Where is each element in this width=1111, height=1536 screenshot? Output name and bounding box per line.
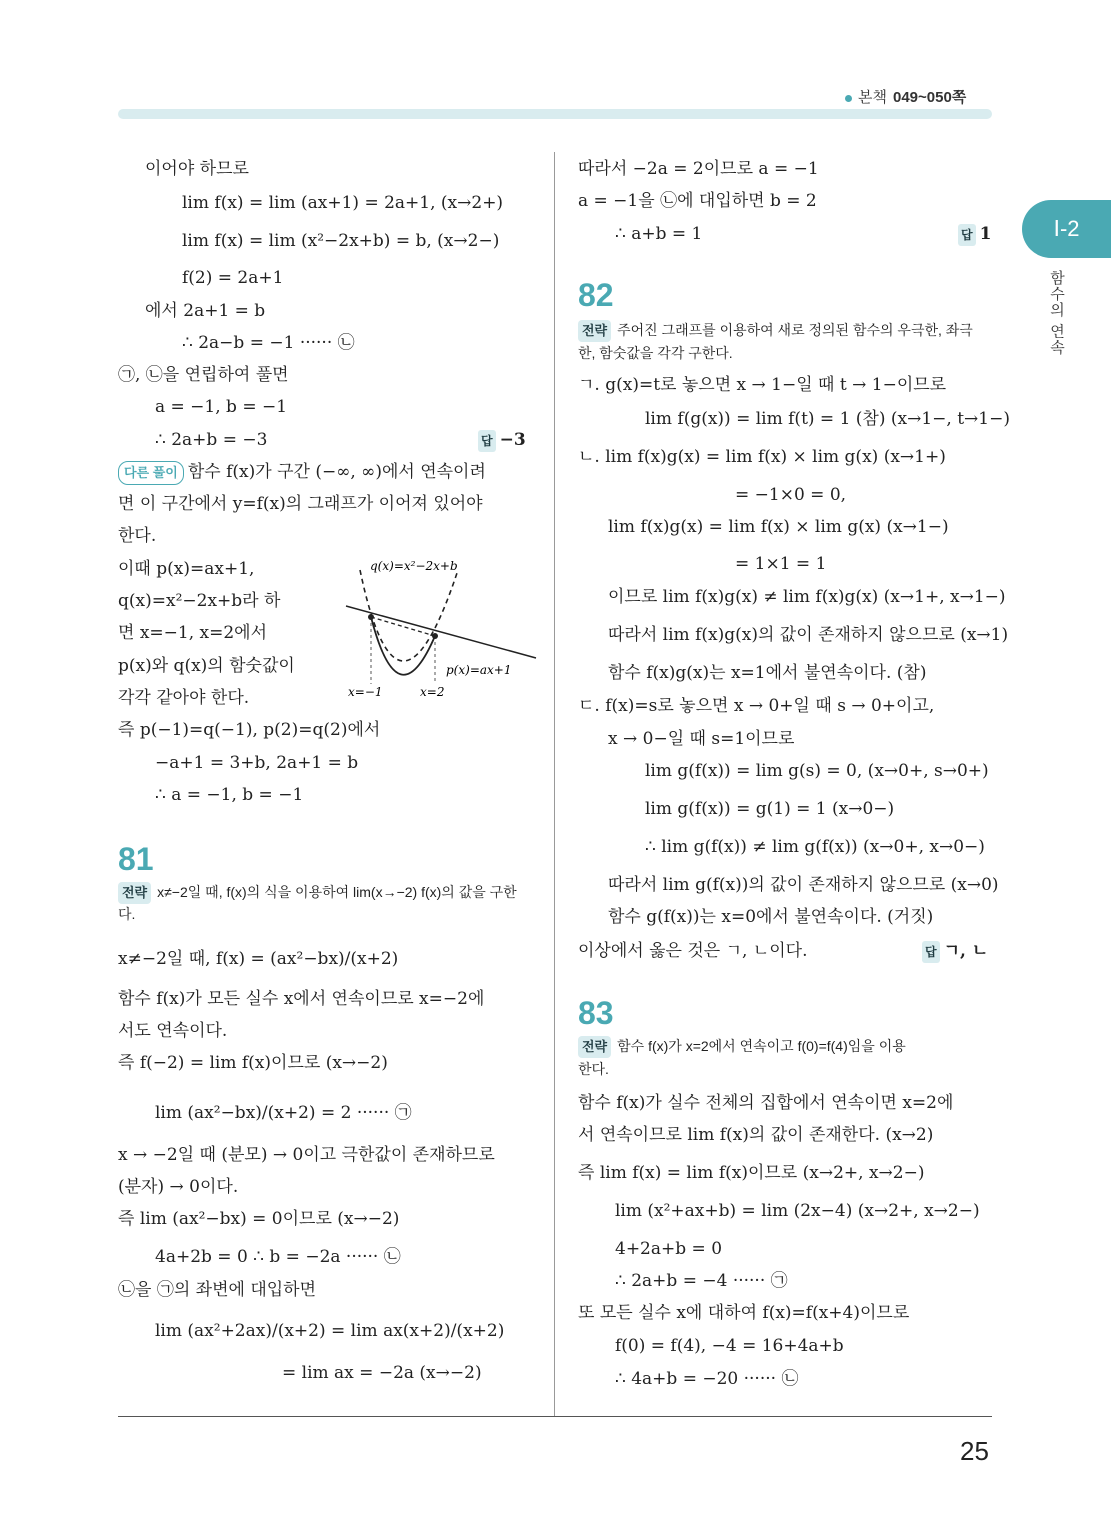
answer-badge: 답 xyxy=(922,941,940,963)
x1-label: x=−1 xyxy=(348,685,383,699)
math-line: lim g(f(x)) = g(1) = 1 (x→0−) xyxy=(645,799,895,819)
math-line: f(0) = f(4), −4 = 16+4a+b xyxy=(615,1336,844,1356)
math-line: ㄷ. f(x)=s로 놓으면 x → 0+일 때 s → 0+이고, xyxy=(578,696,935,716)
alt-solution-graph xyxy=(340,556,540,706)
alt-solution-line xyxy=(118,461,486,485)
answer-right-top xyxy=(958,223,991,246)
bullet-dot-icon xyxy=(845,95,852,102)
ref-pages: 049~050쪽 xyxy=(892,89,967,106)
math-line: = −1×0 = 0, xyxy=(735,485,847,505)
math-line: ∴ a+b = 1 xyxy=(615,224,703,244)
text-line: 함수 f(x)가 모든 실수 x에서 연속이므로 x=−2에 xyxy=(118,989,485,1009)
q-label: q(x)=x²−2x+b xyxy=(370,559,458,573)
text-line: 각각 같아야 한다. xyxy=(118,688,250,708)
text-line: 또 모든 실수 x에 대하여 f(x)=f(x+4)이므로 xyxy=(578,1303,910,1323)
text-line: ㉡을 ㉠의 좌변에 대입하면 xyxy=(118,1280,317,1300)
math-line: 4a+2b = 0 ∴ b = −2a ······ ㉡ xyxy=(155,1247,401,1267)
math-line: ㄱ. g(x)=t로 놓으면 x → 1−일 때 t → 1−이므로 xyxy=(578,375,947,395)
text-line: 이어야 하므로 xyxy=(145,159,249,179)
chapter-title: 함수의 연속 xyxy=(1048,270,1065,356)
text-line: 면 이 구간에서 y=f(x)의 그래프가 이어져 있어야 xyxy=(118,494,483,514)
math-line: lim (ax²+2ax)/(x+2) = lim ax(x+2)/(x+2) xyxy=(155,1321,505,1341)
chord-dashed xyxy=(371,617,435,636)
math-line: 따라서 lim g(f(x))의 값이 존재하지 않으므로 (x→0) xyxy=(608,875,999,895)
math-line: ∴ 2a+b = −4 ······ ㉠ xyxy=(615,1271,788,1291)
strategy-badge: 전략 xyxy=(578,1036,611,1058)
parabola-dashed-upper xyxy=(360,570,458,661)
problem-81-number: 81 xyxy=(118,841,154,877)
math-line: 이므로 lim f(x)g(x) ≠ lim f(x)g(x) (x→1+, x→1−) xyxy=(608,587,1006,607)
strategy-text: 주어진 그래프를 이용하여 새로 정의된 함수의 우극한, 좌극 xyxy=(617,322,973,338)
math-line: lim (ax²−bx)/(x+2) = 2 ······ ㉠ xyxy=(155,1103,412,1123)
math-line: x → 0−일 때 s=1이므로 xyxy=(608,729,795,749)
math-line: a = −1을 ㉡에 대입하면 b = 2 xyxy=(578,191,817,211)
math-line: lim f(x)g(x) = lim f(x) × lim g(x) (x→1−) xyxy=(608,517,949,537)
answer-value: −3 xyxy=(499,430,526,450)
math-line: lim (x²+ax+b) = lim (2x−4) (x→2+, x→2−) xyxy=(615,1201,980,1221)
math-line: lim f(g(x)) = lim f(t) = 1 (참) (x→1−, t→1−) xyxy=(645,409,1010,429)
answer-82 xyxy=(922,940,988,963)
math-line: 서 연속이므로 lim f(x)의 값이 존재한다. (x→2) xyxy=(578,1125,934,1145)
math-line: 따라서 lim f(x)g(x)의 값이 존재하지 않으므로 (x→1) xyxy=(608,625,1009,645)
parabola-solid xyxy=(371,617,435,675)
math-line: ∴ 2a+b = −3 xyxy=(155,430,268,450)
math-line: 함수 f(x)g(x)는 x=1에서 불연속이다. (참) xyxy=(608,663,927,683)
math-line: 따라서 −2a = 2이므로 a = −1 xyxy=(578,159,819,179)
text-line: (분자) → 0이다. xyxy=(118,1177,239,1197)
math-line: a = −1, b = −1 xyxy=(155,397,288,417)
text-line: 이상에서 옳은 것은 ㄱ, ㄴ이다. xyxy=(578,941,808,961)
text-line: q(x)=x²−2x+b라 하 xyxy=(118,591,281,611)
x2-label: x=2 xyxy=(420,685,445,699)
intersection-point-1 xyxy=(368,614,374,620)
answer-badge: 답 xyxy=(478,430,496,452)
math-line: ∴ lim g(f(x)) ≠ lim g(f(x)) (x→0+, x→0−) xyxy=(645,837,985,857)
math-line: ∴ 2a−b = −1 ······ ㉡ xyxy=(182,333,355,353)
strategy-text: x≠−2일 때, f(x)의 식을 이용하여 lim(x→−2) f(x)의 값을 구한다. xyxy=(118,884,517,922)
strategy-text: 함수 f(x)가 x=2에서 연속이고 f(0)=f(4)임을 이용 xyxy=(617,1038,906,1054)
math-line: = 1×1 = 1 xyxy=(735,554,827,574)
strategy-badge: 전략 xyxy=(578,320,611,342)
footer-divider xyxy=(118,1416,992,1417)
text-line: ㉠, ㉡을 연립하여 풀면 xyxy=(118,365,289,385)
problem-82-strategy xyxy=(578,320,973,342)
math-line: 즉 f(−2) = lim f(x)이므로 (x→−2) xyxy=(118,1053,388,1073)
ref-label: 본책 xyxy=(858,89,887,106)
problem-81-strategy xyxy=(118,882,532,924)
math-line: x≠−2일 때, f(x) = (ax²−bx)/(x+2) xyxy=(118,949,399,969)
top-decorative-bar xyxy=(118,109,992,119)
text-line: x → −2일 때 (분모) → 0이고 극한값이 존재하므로 xyxy=(118,1145,495,1165)
answer-value: ㄱ, ㄴ xyxy=(943,941,989,961)
text-line: 서도 연속이다. xyxy=(118,1021,228,1041)
math-line: 4+2a+b = 0 xyxy=(615,1239,723,1259)
math-line: = lim ax = −2a (x→−2) xyxy=(282,1363,482,1383)
math-line: 즉 lim f(x) = lim f(x)이므로 (x→2+, x→2−) xyxy=(578,1163,925,1183)
math-line: ㄴ. lim f(x)g(x) = lim f(x) × lim g(x) (x→1+) xyxy=(578,447,946,467)
text-line: 이때 p(x)=ax+1, xyxy=(118,559,255,579)
p-label: p(x)=ax+1 xyxy=(446,663,512,677)
column-divider xyxy=(554,152,555,1416)
math-line: lim g(f(x)) = lim g(s) = 0, (x→0+, s→0+) xyxy=(645,761,989,781)
math-line: −a+1 = 3+b, 2a+1 = b xyxy=(155,753,359,773)
math-line: lim f(x) = lim (x²−2x+b) = b, (x→2−) xyxy=(182,231,500,251)
math-line: ∴ 4a+b = −20 ······ ㉡ xyxy=(615,1369,799,1389)
intersection-point-2 xyxy=(432,633,438,639)
text-line: 즉 p(−1)=q(−1), p(2)=q(2)에서 xyxy=(118,720,381,740)
math-line: ∴ a = −1, b = −1 xyxy=(155,785,304,805)
problem-83-number: 83 xyxy=(578,995,614,1031)
problem-82-number: 82 xyxy=(578,277,614,313)
page-reference xyxy=(845,86,966,107)
math-line: 함수 g(f(x))는 x=0에서 불연속이다. (거짓) xyxy=(608,907,934,927)
text-line: 한다. xyxy=(118,526,157,546)
problem-83-strategy xyxy=(578,1036,906,1058)
text-line: 함수 f(x)가 구간 (−∞, ∞)에서 연속이려 xyxy=(187,462,486,482)
strategy-badge: 전략 xyxy=(118,882,151,904)
answer-value: 1 xyxy=(979,224,992,244)
math-line: lim f(x) = lim (ax+1) = 2a+1, (x→2+) xyxy=(182,193,504,213)
text-line: p(x)와 q(x)의 함숫값이 xyxy=(118,656,295,676)
math-line: f(2) = 2a+1 xyxy=(182,268,284,288)
answer-left xyxy=(478,429,526,452)
strategy-text: 한다. xyxy=(578,1061,609,1077)
strategy-text: 한, 함숫값을 각각 구한다. xyxy=(578,345,733,361)
math-line: 즉 lim (ax²−bx) = 0이므로 (x→−2) xyxy=(118,1209,400,1229)
answer-badge: 답 xyxy=(958,224,976,246)
page-number: 25 xyxy=(960,1436,989,1466)
chapter-tab: Ⅰ-2 xyxy=(1022,200,1111,258)
text-line: 함수 f(x)가 실수 전체의 집합에서 연속이면 x=2에 xyxy=(578,1093,954,1113)
text-line: 면 x=−1, x=2에서 xyxy=(118,623,268,643)
alt-solution-badge: 다른 풀이 xyxy=(118,461,184,485)
math-line: 에서 2a+1 = b xyxy=(145,301,266,321)
